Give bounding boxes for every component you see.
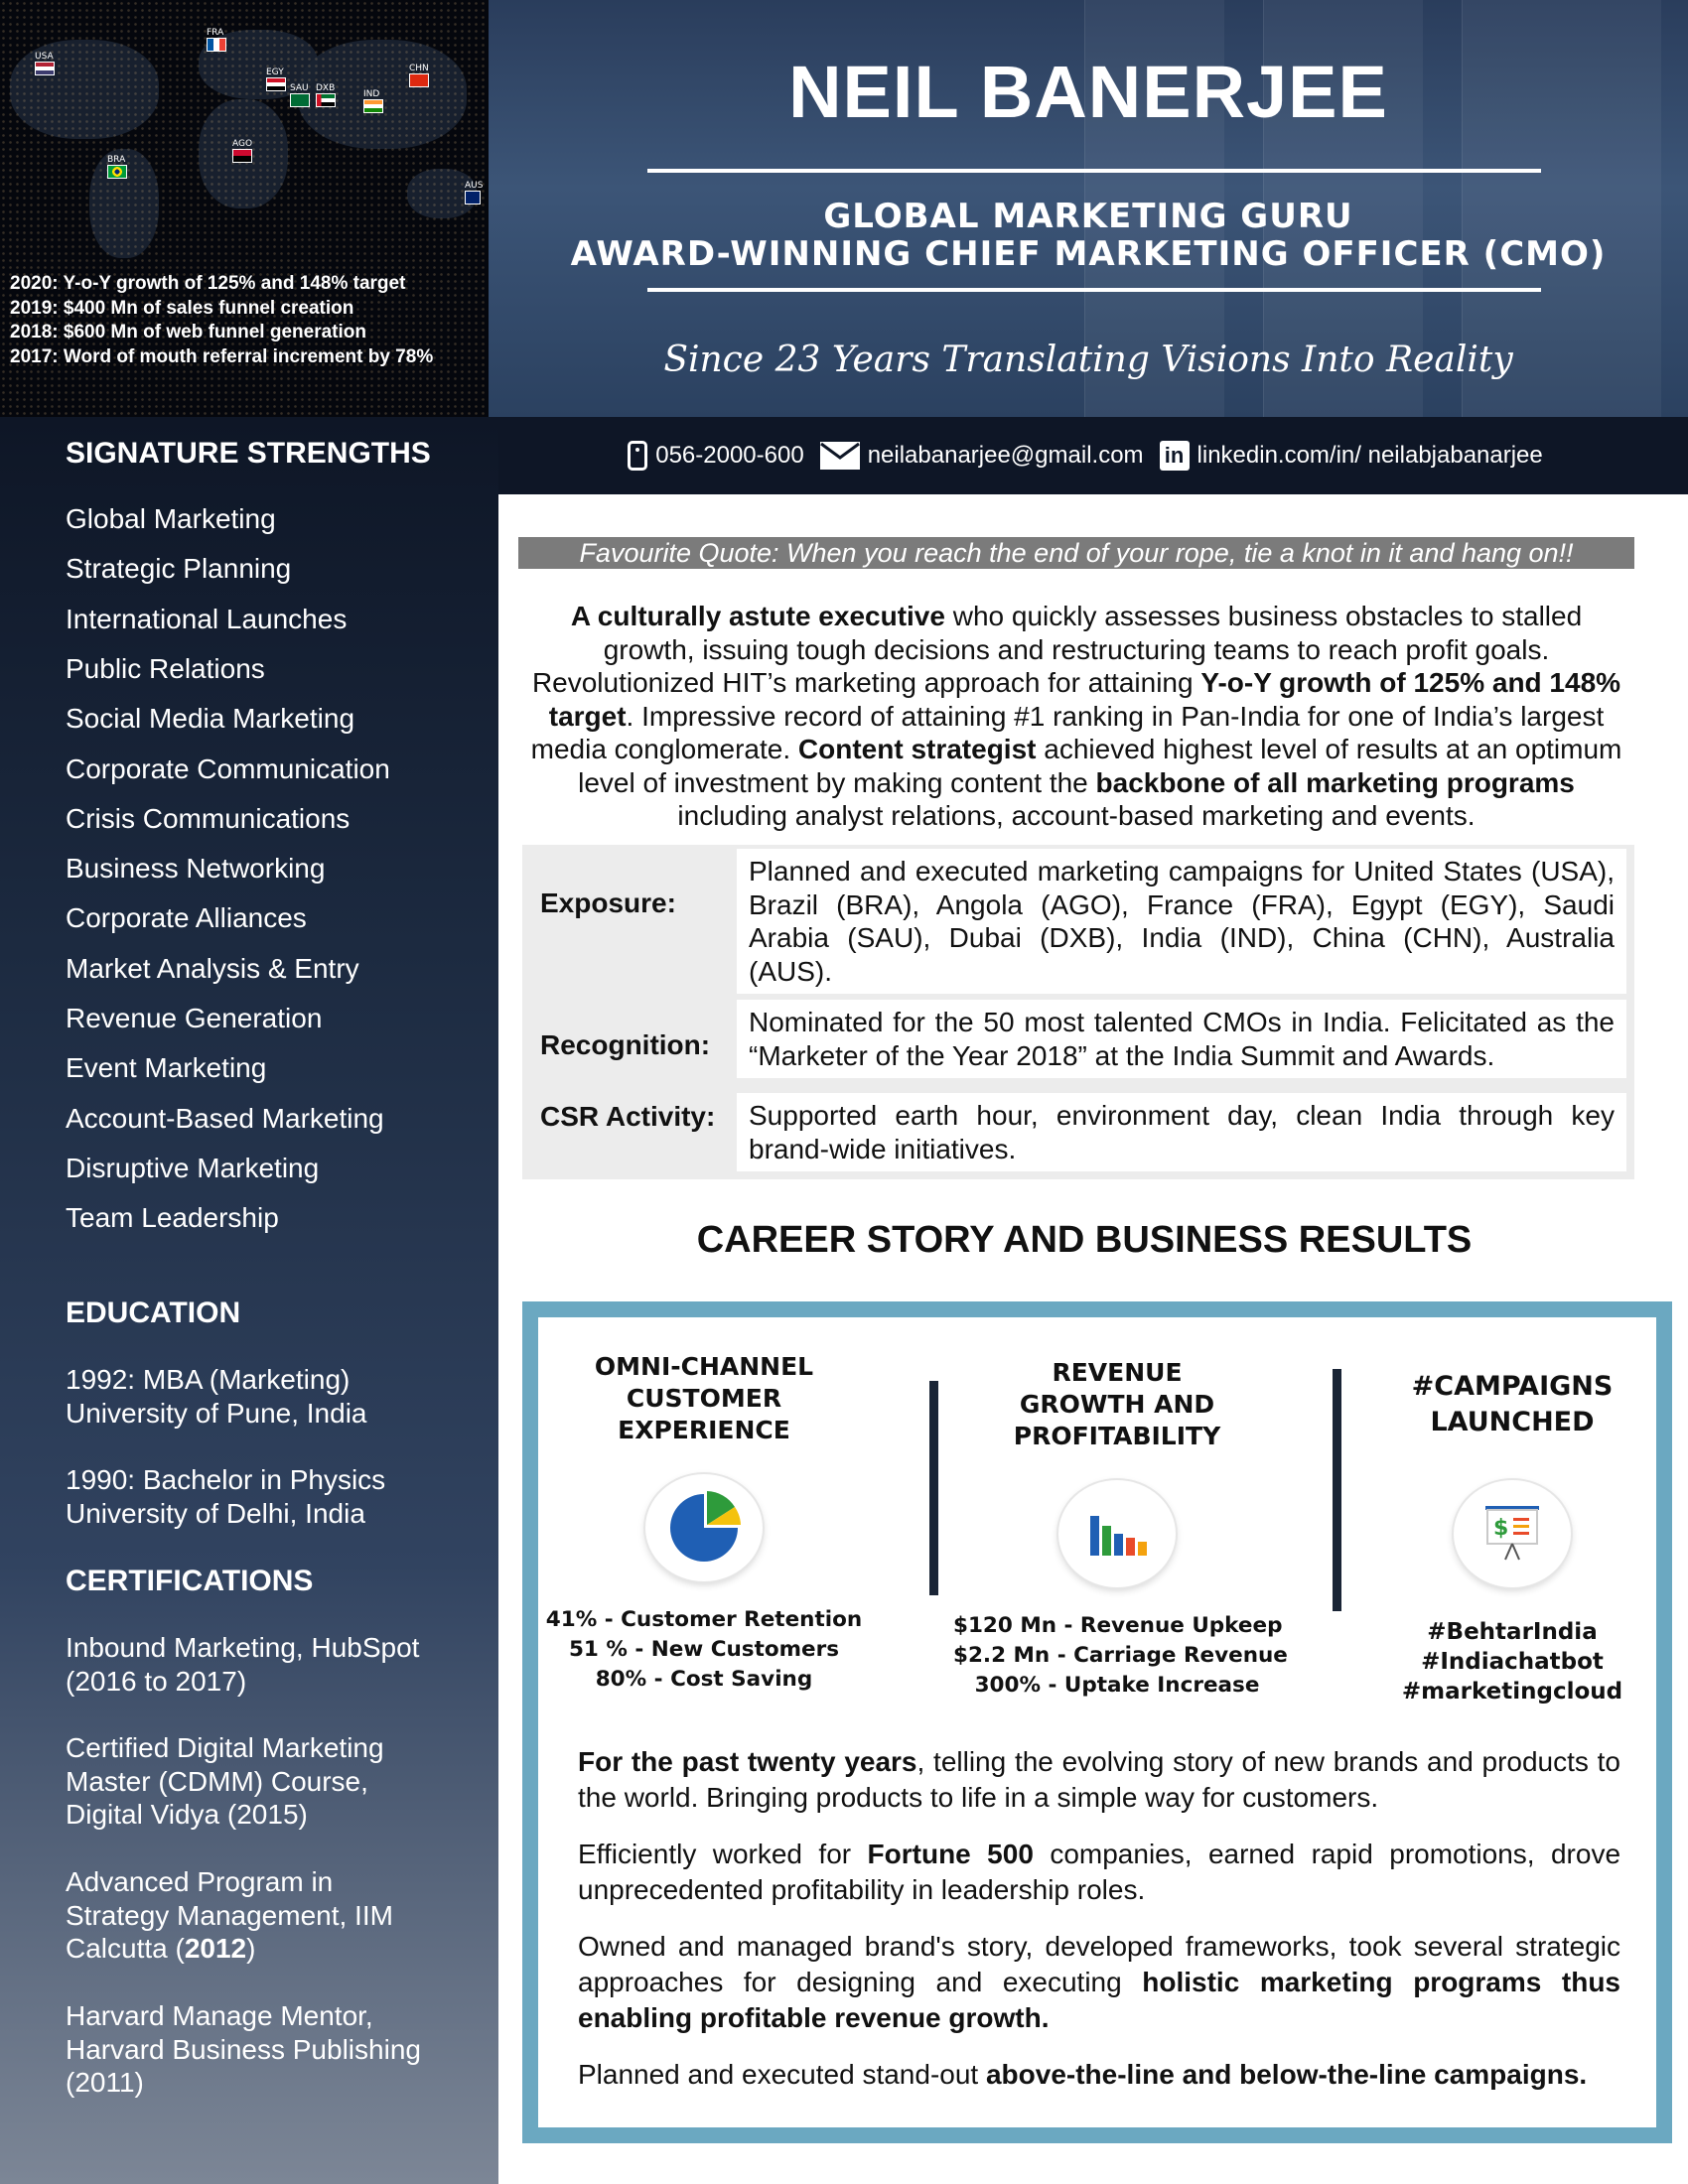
summary-text: including analyst relations, account-based marketing and events. (677, 800, 1476, 831)
flag-aus (465, 181, 483, 205)
flag-aus-icon (465, 191, 481, 205)
story-text: Efficiently worked for (578, 1839, 868, 1869)
certification-line: Harvard Business Publishing (66, 2033, 421, 2065)
summary-text: who quickly assesses business obstacles to stalled growth, issuing tough decisions and restructuring teams to reach profit goals. Revolutionized HIT’s marketing approach for attaining (531, 601, 1583, 698)
flag-bra (107, 155, 127, 179)
column-title-line: GROWTH AND (1019, 1390, 1215, 1419)
title-line-2: AWARD-WINNING CHIEF MARKETING OFFICER (CMO) (570, 234, 1607, 274)
strength-item: Strategic Planning (66, 553, 292, 585)
career-heading: CAREER STORY AND BUSINESS RESULTS (696, 1219, 1473, 1261)
summary-text: . Impressive record of attaining #1 ranking in Pan-India for one of India’s largest media conglomerate. (530, 700, 1605, 764)
story-text: Owned and managed brand's story, developed frameworks, took several strategic approaches for designing and executing (578, 1931, 1620, 1997)
education-degree: 1990: Bachelor in Physics (66, 1464, 386, 1495)
certification-line (66, 1932, 483, 1966)
summary-highlight: backbone of all marketing programs (1095, 766, 1575, 798)
flag-label: DXB (316, 83, 336, 93)
executive-summary (526, 600, 1626, 833)
stat-line: 51 % - New Customers (568, 1637, 840, 1662)
email-address: neilabanarjee@gmail.com (867, 442, 1144, 469)
contact-phone[interactable] (628, 441, 803, 471)
column-title-line: PROFITABILITY (1013, 1422, 1221, 1450)
flag-sau (290, 83, 310, 107)
strength-item: Public Relations (66, 652, 265, 684)
certification-text: ) (246, 1933, 256, 1964)
certification-text: Calcutta ( (66, 1933, 185, 1964)
divider-line (647, 169, 1541, 173)
story-highlight: holistic marketing programs thus enabling profitable revenue growth. (578, 1967, 1621, 2033)
flag-label: AUS (465, 181, 484, 191)
flag-egy-icon (266, 77, 286, 91)
stat-line: #BehtarIndia (1427, 1619, 1598, 1645)
divider-line (647, 288, 1541, 292)
story-text: companies, earned rapid promotions, drove unprecedented profitability in leadership roles. (578, 1839, 1621, 1905)
yearly-achievements (10, 272, 487, 369)
education-item (66, 1463, 483, 1530)
flag-sau-icon (290, 93, 310, 107)
column-stats (953, 1611, 1288, 1701)
flag-dxb (316, 83, 336, 107)
story-highlight: above-the-line and below-the-line campaigns. (985, 2059, 1588, 2090)
strengths-heading: SIGNATURE STRENGTHS (66, 437, 431, 470)
stat-line: $120 Mn - Revenue Upkeep (953, 1613, 1283, 1638)
achievement-line: 2020: Y-o-Y growth of 125% and 148% target (10, 273, 406, 294)
strength-item: Corporate Communication (66, 752, 390, 784)
story-paragraph (578, 1929, 1620, 2036)
svg-text:$: $ (1493, 1516, 1509, 1541)
contact-bar (489, 417, 1688, 494)
presentation-board-icon (1454, 1480, 1571, 1587)
certification-line: Master (CDMM) Course, (66, 1765, 368, 1797)
row-value: Supported earth hour, environment day, clean India through key brand-wide initiatives. (737, 1093, 1626, 1171)
strength-item: Global Marketing (66, 503, 276, 534)
linkedin-url: linkedin.com/in/ neilabjabanarjee (1196, 442, 1543, 469)
certification-line: Inbound Marketing, HubSpot (66, 1632, 420, 1663)
phone-number: 056-2000-600 (655, 442, 804, 469)
flag-usa-icon (35, 62, 55, 75)
education-item (66, 1363, 483, 1430)
column-title (953, 1357, 1281, 1466)
phone-icon (628, 441, 647, 471)
contact-linkedin[interactable] (1160, 441, 1543, 471)
title-line-1: GLOBAL MARKETING GURU (823, 197, 1353, 236)
flag-label: EGY (266, 68, 284, 77)
strength-item: International Launches (66, 603, 348, 634)
result-column-campaigns (1348, 1369, 1676, 1706)
certifications-heading: CERTIFICATIONS (66, 1565, 314, 1597)
result-column-revenue (953, 1357, 1288, 1701)
certification-line: Strategy Management, IIM (66, 1899, 393, 1931)
stat-line: 41% - Customer Retention (545, 1607, 863, 1632)
strength-item: Event Marketing (66, 1052, 267, 1084)
table-row-exposure (522, 845, 1634, 994)
flag-fra-icon (207, 38, 226, 52)
row-value: Planned and executed marketing campaigns for United States (USA), Brazil (BRA), Angola (AGO), France (FRA), Egypt (EGY), Saudi Arabia (SAU), Dubai (DXB), India (IND), China (CHN), Australia (AUS). (737, 849, 1626, 994)
achievement-line: 2019: $400 Mn of sales funnel creation (10, 297, 354, 319)
strength-item: Revenue Generation (66, 1003, 323, 1033)
strength-item: Disruptive Marketing (66, 1152, 320, 1183)
sidebar (0, 417, 498, 2184)
column-stats (1348, 1617, 1676, 1706)
column-divider (1333, 1369, 1341, 1611)
story-highlight: Fortune 500 (867, 1839, 1034, 1869)
flag-ago-icon (232, 149, 252, 163)
flag-chn (409, 64, 429, 87)
strength-item: Market Analysis & Entry (66, 952, 359, 984)
certification-line: Digital Vidya (2015) (66, 1799, 308, 1830)
education-school: University of Delhi, India (66, 1497, 365, 1529)
column-title (540, 1351, 868, 1460)
column-title-line: LAUNCHED (1430, 1407, 1595, 1437)
summary-highlight: Content strategist (797, 734, 1037, 764)
table-row-csr (522, 1093, 1634, 1178)
strength-item: Corporate Alliances (66, 902, 307, 934)
column-title-line: CUSTOMER (626, 1384, 782, 1413)
column-title-line: #CAMPAIGNS (1411, 1371, 1614, 1402)
contact-email[interactable] (820, 442, 1144, 470)
certification-year: 2012 (184, 1933, 247, 1964)
stat-line: #Indiachatbot (1421, 1649, 1604, 1675)
strength-item: Business Networking (66, 853, 326, 885)
summary-highlight: Y-o-Y growth of 125% and 148% target (548, 667, 1621, 732)
flag-label: AGO (232, 139, 253, 149)
achievement-line: 2018: $600 Mn of web funnel generation (10, 322, 366, 342)
certification-line: (2011) (66, 2067, 144, 2098)
highlights-table (522, 845, 1634, 1179)
story-highlight: For the past twenty years (578, 1746, 917, 1777)
strength-item: Account-Based Marketing (66, 1102, 384, 1134)
certification-item (66, 1865, 483, 1966)
row-label: Recognition: (540, 1029, 711, 1060)
education-degree: 1992: MBA (Marketing) (66, 1364, 351, 1395)
pie-chart-icon (645, 1474, 763, 1581)
stat-line: $2.2 Mn - Carriage Revenue (953, 1643, 1288, 1668)
header-banner (489, 0, 1688, 417)
stat-line: 80% - Cost Saving (595, 1667, 813, 1692)
flag-chn-icon (409, 73, 429, 87)
result-column-omnichannel (540, 1351, 868, 1695)
achievement-line: 2017: Word of mouth referral increment by 78% (10, 345, 434, 367)
stat-line: #marketingcloud (1401, 1679, 1623, 1705)
certification-item (66, 1631, 483, 1698)
certification-line: Harvard Manage Mentor, (66, 2000, 373, 2031)
table-row-recognition (522, 1000, 1634, 1089)
column-divider (929, 1381, 938, 1595)
world-map-panel (0, 0, 489, 417)
mail-icon (820, 442, 860, 470)
bar-chart-icon (1058, 1480, 1176, 1587)
column-title-line: EXPERIENCE (618, 1416, 790, 1444)
certification-item (66, 1731, 483, 1832)
candidate-name: NEIL BANERJEE (788, 51, 1388, 133)
flag-label: CHN (409, 64, 429, 73)
flag-egy (266, 68, 286, 91)
strength-item: Team Leadership (66, 1202, 279, 1234)
certification-line: (2016 to 2017) (66, 1665, 247, 1697)
row-label: CSR Activity: (540, 1101, 716, 1132)
flag-ind-icon (363, 99, 383, 113)
story-paragraph (578, 1744, 1620, 1816)
summary-text: achieved highest level of results at an optimum level of investment by making content the (578, 734, 1622, 798)
certification-line: Advanced Program in (66, 1866, 334, 1897)
certification-line: Certified Digital Marketing (66, 1732, 384, 1763)
flag-dxb-icon (316, 93, 336, 107)
strength-item: Social Media Marketing (66, 703, 355, 735)
flag-fra (207, 28, 226, 52)
career-results-box (522, 1301, 1672, 2143)
column-stats (540, 1605, 868, 1695)
flag-usa (35, 52, 55, 75)
flag-bra-icon (107, 165, 127, 179)
row-value: Nominated for the 50 most talented CMOs in India. Felicitated as the “Marketer of the Year 2018” at the India Summit and Awards. (737, 1000, 1626, 1078)
education-heading: EDUCATION (66, 1297, 241, 1329)
column-title (1348, 1369, 1676, 1458)
linkedin-icon: in (1160, 441, 1190, 471)
story-paragraph (578, 2057, 1620, 2093)
story-text: Planned and executed stand-out (578, 2059, 986, 2090)
flag-label: BRA (107, 155, 126, 165)
certification-item (66, 1999, 483, 2100)
row-label: Exposure: (540, 887, 676, 918)
favourite-quote: Favourite Quote: When you reach the end of your rope, tie a knot in it and hang on!! (518, 537, 1634, 569)
story-text: , telling the evolving story of new brands and products to the world. Bringing products to life in a simple way for customers. (578, 1746, 1620, 1813)
column-title-line: OMNI-CHANNEL (594, 1352, 814, 1381)
flag-label: SAU (290, 83, 309, 93)
education-school: University of Pune, India (66, 1397, 367, 1429)
flag-label: IND (363, 89, 380, 99)
flag-label: USA (35, 52, 54, 62)
flag-ago (232, 139, 252, 163)
tagline: Since 23 Years Translating Visions Into Reality (663, 340, 1513, 380)
story-paragraph (578, 1837, 1620, 1908)
summary-highlight: A culturally astute executive (570, 601, 945, 631)
stat-line: 300% - Uptake Increase (974, 1673, 1260, 1698)
flag-ind (363, 89, 383, 113)
flag-label: FRA (207, 28, 224, 38)
column-title-line: REVENUE (1052, 1358, 1183, 1387)
strength-item: Crisis Communications (66, 802, 351, 834)
